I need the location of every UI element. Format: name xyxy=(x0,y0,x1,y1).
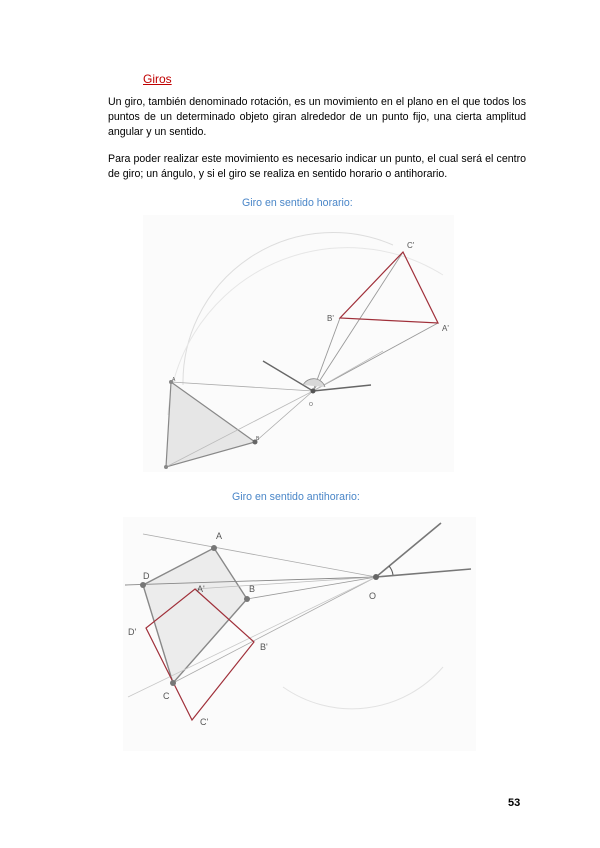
page-title: Giros xyxy=(143,72,172,86)
point-c xyxy=(170,680,176,686)
label-o: O xyxy=(369,591,377,601)
point-o xyxy=(311,389,316,394)
point-o xyxy=(373,574,379,580)
label-c-prime: C' xyxy=(200,717,209,727)
paragraph-definition: Un giro, también denominado rotación, es un movimiento en el plano en el que todos los puntos de un determinado objeto giran alrededor de un punto fijo, una cierta amplitud angular y un sentido. xyxy=(108,96,526,138)
figure2-caption: Giro en sentido antihorario: xyxy=(232,491,360,503)
label-b-prime: B' xyxy=(327,314,334,323)
figure-clockwise-rotation xyxy=(143,215,454,472)
rotation-angle-mark xyxy=(389,566,393,575)
rotation-angle-mark xyxy=(303,379,325,387)
label-d-prime: D' xyxy=(128,627,137,637)
label-c-prime: C' xyxy=(407,241,415,250)
page-number: 53 xyxy=(508,797,521,809)
point-c xyxy=(164,465,168,469)
clockwise-rotation-drawing xyxy=(143,215,454,472)
label-a-prime: A' xyxy=(197,584,205,594)
construction-arc xyxy=(283,667,443,709)
original-polygon xyxy=(143,548,247,683)
label-d: D xyxy=(143,571,150,581)
counterclockwise-rotation-drawing xyxy=(123,517,476,751)
construction-line xyxy=(313,323,438,391)
label-a: A xyxy=(172,377,176,383)
construction-arc xyxy=(183,232,393,385)
angle-arm xyxy=(263,361,313,391)
construction-arc xyxy=(168,248,443,415)
construction-line xyxy=(171,382,313,391)
original-triangle xyxy=(166,382,255,467)
label-o: O xyxy=(309,402,313,408)
angle-arm xyxy=(376,523,441,577)
point-d xyxy=(140,582,146,588)
point-a xyxy=(211,545,217,551)
point-b xyxy=(244,596,250,602)
label-b: B xyxy=(256,436,260,442)
label-c: C xyxy=(163,691,170,701)
rotated-triangle xyxy=(340,252,438,323)
figure1-caption: Giro en sentido horario: xyxy=(242,197,353,209)
label-b-prime: B' xyxy=(260,642,268,652)
label-a-prime: A' xyxy=(442,324,449,333)
figure-counterclockwise-rotation xyxy=(123,517,476,751)
label-b: B xyxy=(249,584,256,594)
label-a: A xyxy=(216,531,223,541)
angle-arm xyxy=(376,569,471,577)
paragraph-requirements: Para poder realizar este movimiento es necesario indicar un punto, el cual será el centro de giro; un ángulo, y si el giro se realiza en sentido horario o antihorario. xyxy=(108,153,526,180)
